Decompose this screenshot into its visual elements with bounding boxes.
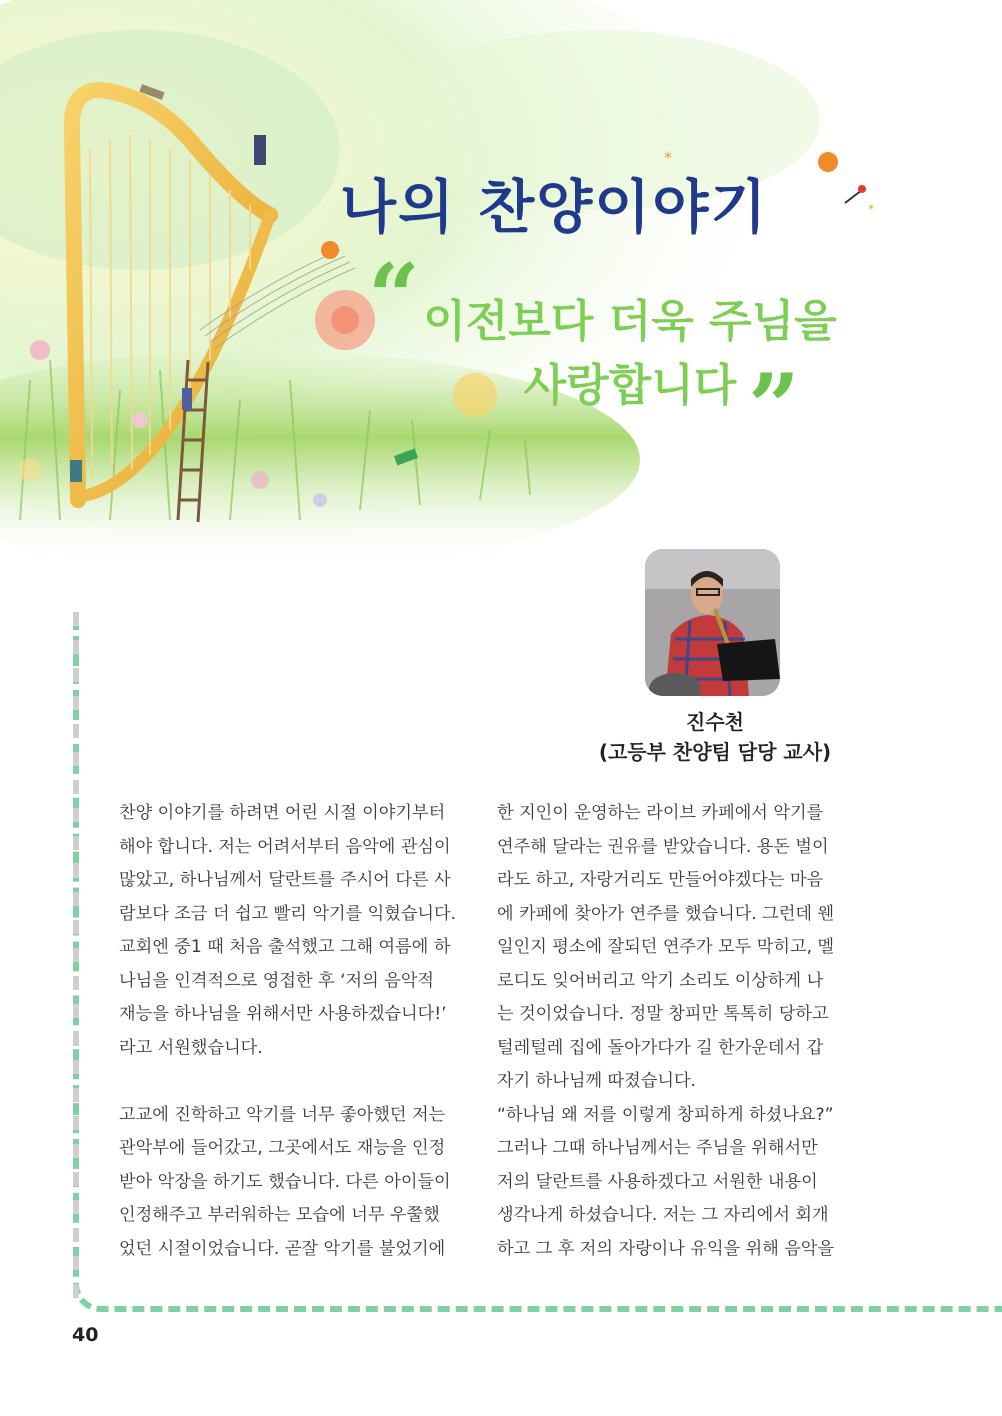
text-line: 저의 달란트를 사용하겠다고 서원한 내용이 <box>497 1171 818 1192</box>
text-line: 관악부에 들어갔고, 그곳에서도 재능을 인정 <box>119 1138 446 1158</box>
article-column-right <box>497 797 849 1266</box>
paragraph <box>119 1099 471 1267</box>
paragraph <box>119 797 471 1065</box>
quote-close-mark: ” <box>748 354 800 460</box>
text-line: 생각나게 하셨습니다. 저는 그 자리에서 회개 <box>497 1205 829 1225</box>
text-line: 받아 악장을 하기도 했습니다. 다른 아이들이 <box>119 1171 451 1192</box>
text-line: 라고 서원했습니다. <box>119 1037 263 1058</box>
text-line: 자기 하나님께 따졌습니다. <box>497 1071 697 1091</box>
text-line: 연주해 달라는 권유를 받았습니다. 용돈 벌이 <box>497 836 829 857</box>
article-column-left <box>119 797 471 1266</box>
svg-text:*: * <box>868 202 874 216</box>
text-line: 하고 그 후 저의 자랑이나 유익을 위해 음악을 <box>497 1238 835 1259</box>
text-line: 해야 합니다. 저는 어려서부터 음악에 관심이 <box>119 836 451 857</box>
text-line: 는 것이었습니다. 정말 창피만 톡톡히 당하고 <box>497 1004 829 1024</box>
headline-line: 이전보다 더욱 주님을 <box>423 296 837 347</box>
text-line: 인정해주고 부러워하는 모습에 너무 우쭐했 <box>119 1205 440 1225</box>
text-line: “하나님 왜 저를 이렇게 창피하게 하셨나요?” <box>497 1104 834 1125</box>
text-line: 었던 시절이었습니다. 곧잘 악기를 불었기에 <box>119 1238 446 1259</box>
text-line: 찬양 이야기를 하려면 어린 시절 이야기부터 <box>119 803 446 823</box>
text-line: 고교에 진학하고 악기를 너무 좋아했던 저는 <box>119 1104 446 1125</box>
paragraph-gap <box>119 1065 471 1099</box>
paragraph <box>497 797 849 1266</box>
text-line: 나님을 인격적으로 영접한 후 ‘저의 음악적 <box>119 970 435 991</box>
series-title: 나의 찬양이야기 <box>340 173 769 241</box>
svg-text:*: * <box>664 148 672 167</box>
text-line: 많았고, 하나님께서 달란트를 주시어 다른 사 <box>119 870 451 890</box>
text-line: 재능을 하나님을 위해서만 사용하겠습니다!’ <box>119 1004 447 1024</box>
text-line: 에 카페에 찾아가 연주를 했습니다. 그런데 웬 <box>497 903 835 924</box>
text-line: 라도 하고, 자랑거리도 만들어야겠다는 마음 <box>497 870 824 890</box>
text-line: 로디도 잊어버리고 악기 소리도 이상하게 나 <box>497 970 824 991</box>
text-line: 람보다 조금 더 쉽고 빨리 악기를 익혔습니다. <box>119 903 457 924</box>
page-number: 40 <box>72 1324 99 1346</box>
text-line: 한 지인이 운영하는 라이브 카페에서 악기를 <box>497 803 824 823</box>
author-role: (고등부 찬양팀 담당 교사) <box>598 740 832 764</box>
text-line: 일인지 평소에 잘되던 연주가 모두 막히고, 멜 <box>497 937 835 957</box>
text-line: 털레털레 집에 돌아가다가 길 한가운데서 갑 <box>497 1037 824 1058</box>
quote-open-mark: “ <box>368 244 420 350</box>
text-line: 그러나 그때 하나님께서는 주님을 위해서만 <box>497 1138 818 1158</box>
headline-line: 사랑합니다 <box>523 360 737 411</box>
text-line: 교회엔 중1 때 처음 출석했고 그해 여름에 하 <box>119 937 451 957</box>
author-name: 진수천 <box>686 710 744 734</box>
